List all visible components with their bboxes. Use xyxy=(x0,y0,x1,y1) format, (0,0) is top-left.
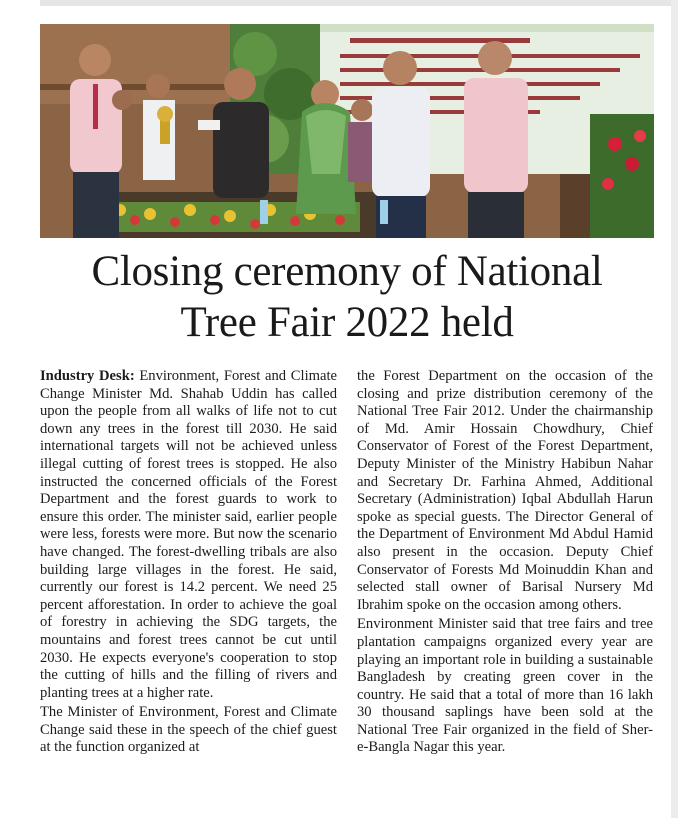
top-page-rule xyxy=(40,0,678,6)
article-column-left xyxy=(40,368,337,757)
headline-line-2: Tree Fair 2022 held xyxy=(180,299,514,346)
byline-industry-desk: Industry Desk: xyxy=(40,368,135,384)
headline xyxy=(40,246,654,348)
article-paragraph-1 xyxy=(40,368,337,702)
article-paragraph-2 xyxy=(40,704,337,757)
article-paragraph-2-continued xyxy=(357,368,653,614)
headline-line-1: Closing ceremony of National xyxy=(91,248,603,295)
ceremony-photo xyxy=(40,24,654,238)
article-column-right xyxy=(357,368,653,757)
right-page-rule xyxy=(671,0,678,818)
paragraph-2-continued-text: the Forest Department on the occasion of the closing and prize distribution ceremony of the National Tree Fair 2012. Under the chairmanship of Md. Amir Hossain Chowdhury, Chief Conservator of Forest of the Forest Department, Deputy Minister of the Ministry Habibun Nahar and Secretary Dr. Farhina Ahmed, Additional Secretary (Administration) Iqbal Abdullah Harun spoke as special guests. The Director General of the Department of Environment Md Abdul Hamid also present in the occasion. Deputy Chief Conservator of Forests Md Moinuddin Khan and selected stall owner of Barisal Nursery Md Ibrahim spoke on the occasion among others. xyxy=(357,368,653,613)
paragraph-3-text: Environment Minister said that tree fairs and tree plantation campaigns organized every year are playing an important role in building a sustainable Bangladesh by creating green cover in the country. He said that a total of more than 16 lakh 30 thousand saplings have been sold at the National Tree Fair organized in the field of Sher-e-Bangla Nagar this year. xyxy=(357,616,653,756)
paragraph-1-text: Environment, Forest and Climate Change Minister Md. Shahab Uddin has called upon the people from all walks of life not to cut down any trees in the forest till 2030. He said international targets will not be achieved unless illegal cutting of forest trees is stopped. He also instructed the concerned officials of the Forest Department and the forest guards to work to ensure this order. The minister said, earlier people were less, forests were more. But now the scenario have changed. The forest-dwelling tribals are also building large villages in the forest. He said, currently our forest is 14.2 percent. We need 25 percent afforestation. In order to achieve the goal of forestry in achieving the SDG targets, the mountains and forest trees cannot be cut until 2030. He expects everyone's cooperation to stop the cutting of hills and the filling of rivers and planting trees at a higher rate. xyxy=(40,368,337,701)
paragraph-2-text: The Minister of Environment, Forest and Climate Change said these in the speech of the chief guest at the function organized at xyxy=(40,704,337,756)
article-paragraph-3 xyxy=(357,616,653,757)
